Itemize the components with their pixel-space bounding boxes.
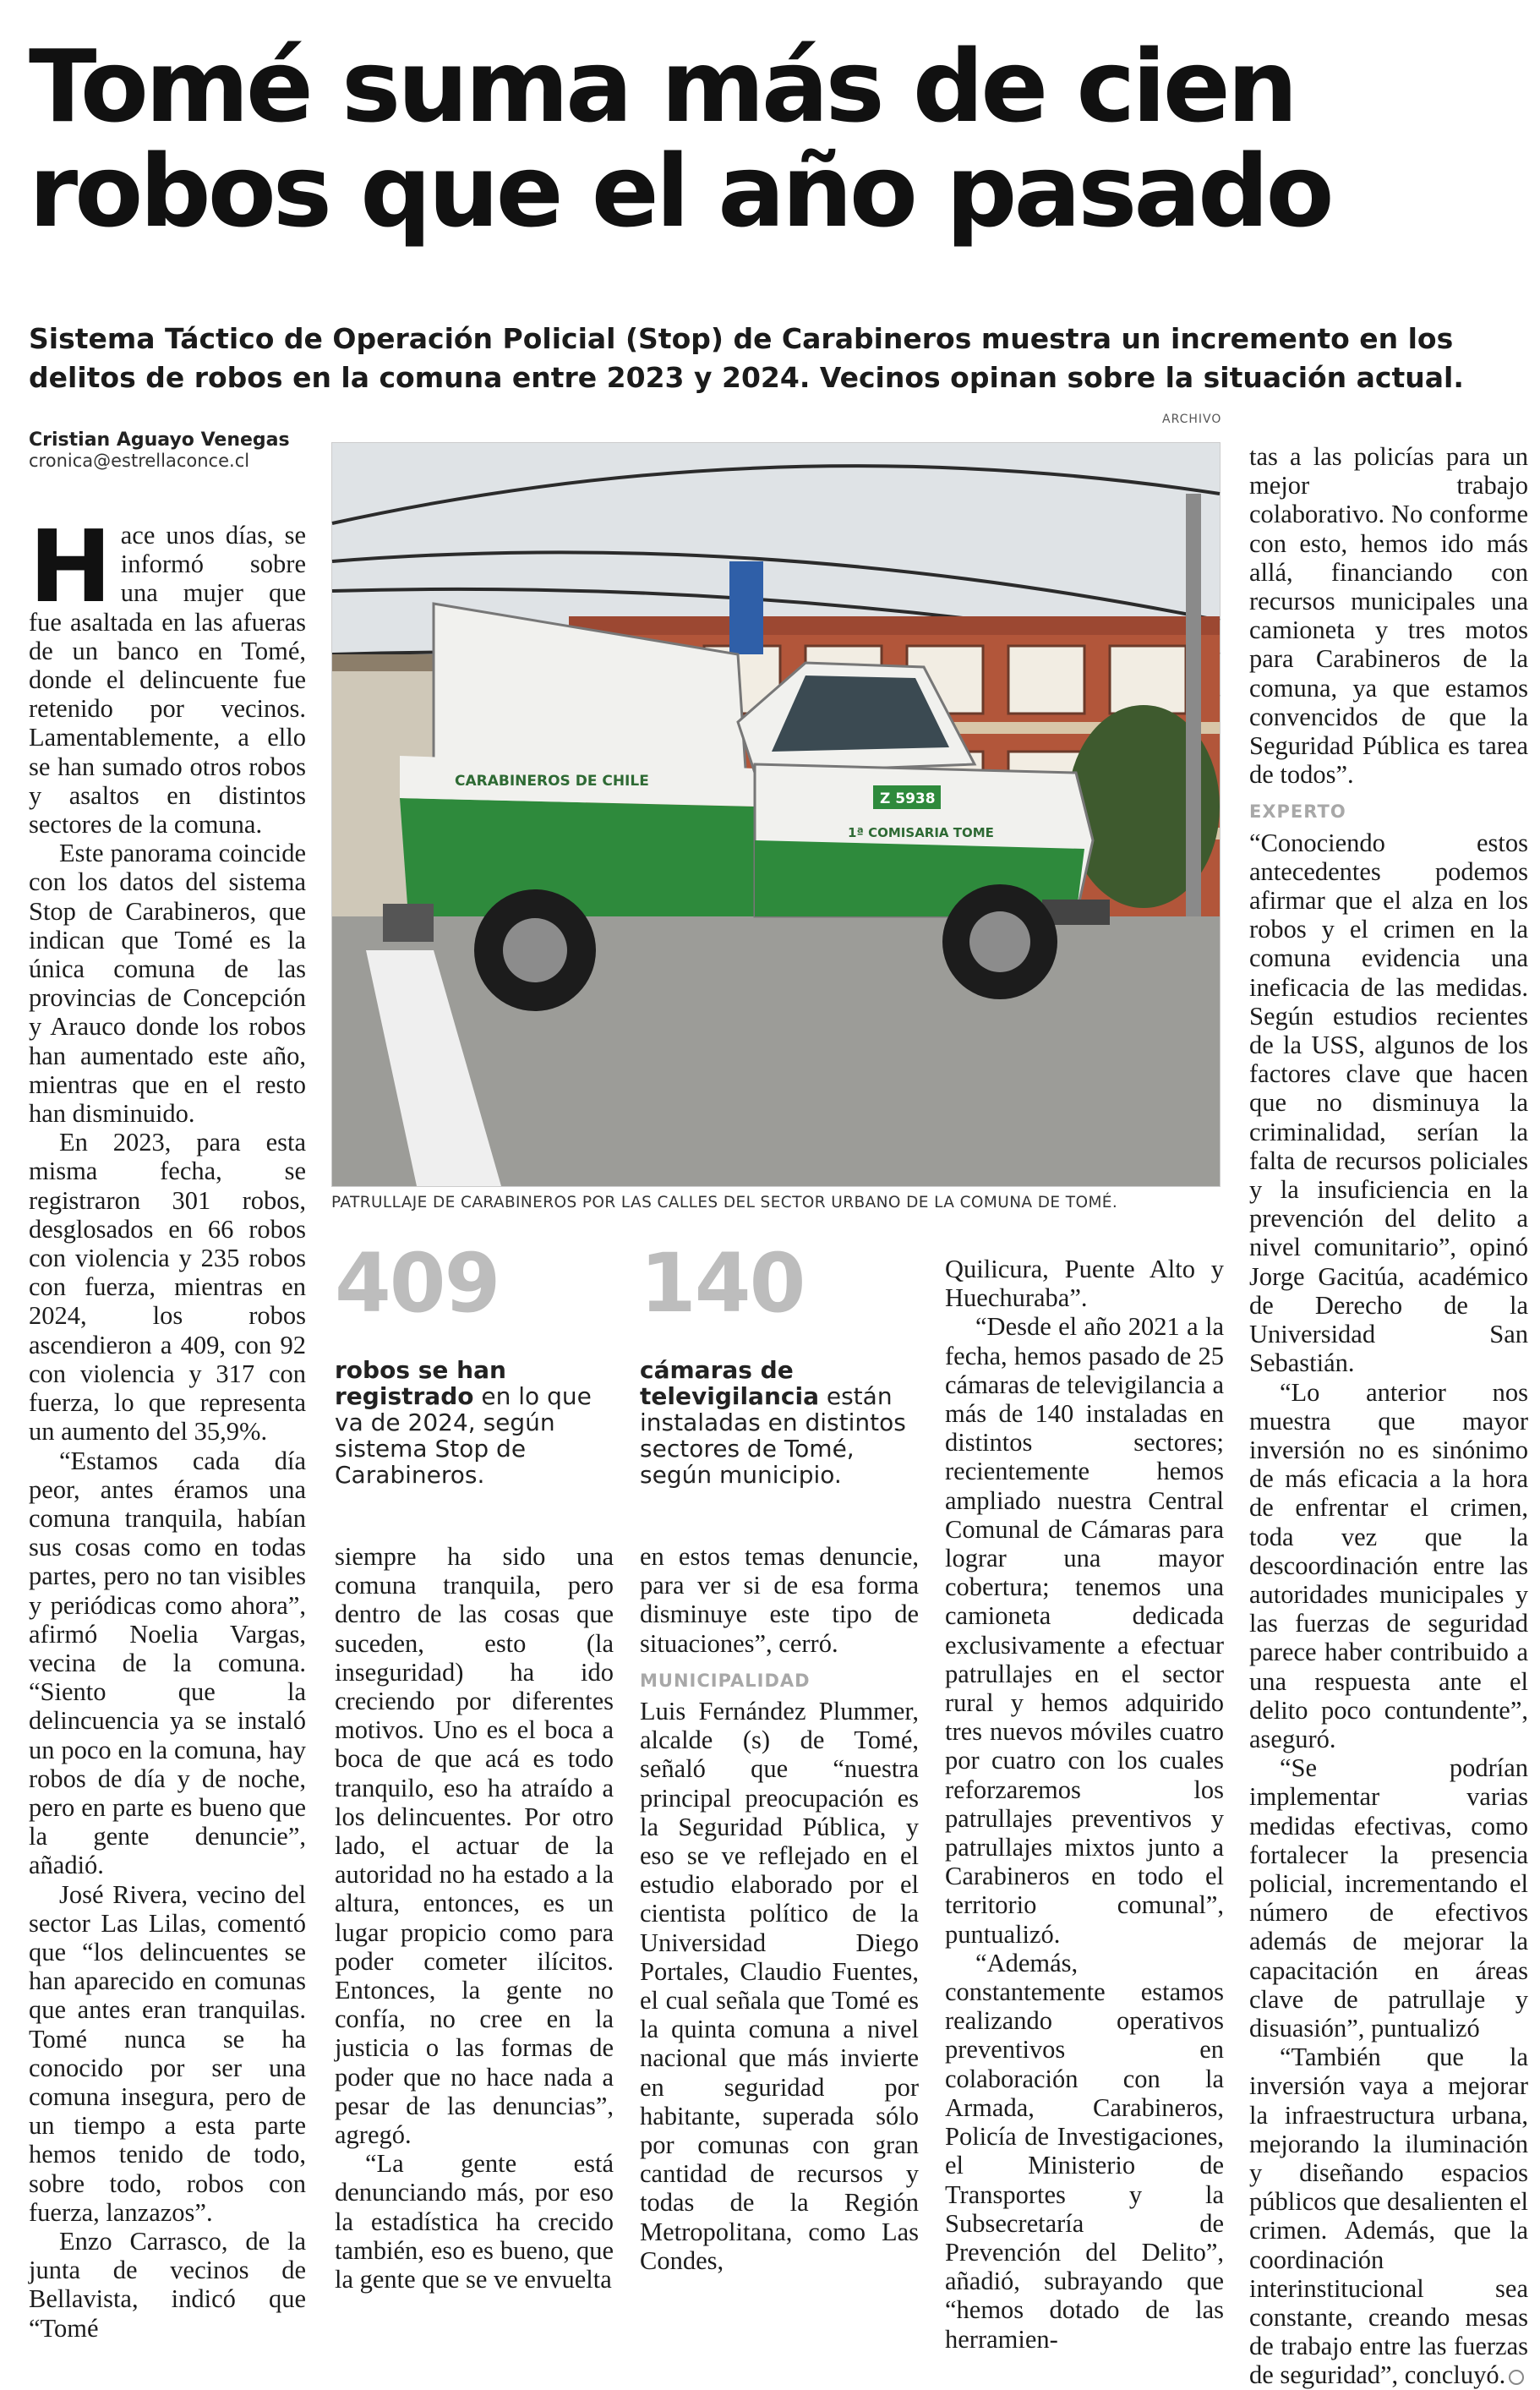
photo-credit: ARCHIVO [1162,413,1222,426]
stat-text-robberies: robos se han registrado en lo que va de 2024, según sistema Stop de Carabineros. [335,1356,592,1489]
utility-pole [1186,494,1201,967]
paragraph: Quilicura, Puente Alto y Huechuraba”. [945,1255,1224,1313]
author-name: Cristian Aguayo Venegas [29,429,290,451]
paragraph: “La gente está denunciando más, por eso la estadística ha crecido también, eso es bueno, que la gente que se ve envuelta [335,2149,614,2294]
column-5 [1249,442,1528,2390]
photo-caption: PATRULLAJE DE CARABINEROS POR LAS CALLES DEL SECTOR URBANO DE LA COMUNA DE TOMÉ. [331,1194,1118,1211]
end-mark-icon [1509,2370,1524,2385]
subheadline-line-2: delitos de robos en la comuna entre 2023 y 2024. Vecinos opinan sobre la situación actual. [29,361,1464,394]
paragraph: José Rivera, vecino del sector Las Lilas, comentó que “los delincuentes se han aparecido en comunas que antes eran tranquilas. Tomé nunca se ha conocido por ser una comuna insegura, pero de un tiempo a esta parte hemos tenido de todo, sobre todo, robos con fuerza, lanzazos”. [29,1879,306,2227]
column-1 [29,508,306,2343]
paragraph: Este panorama coincide con los datos del sistema Stop de Carabineros, que indican que Tomé es la única comuna de las provincias de Concepción y Arauco donde los robos han aumentado este año, mientras que en el resto han disminuido. [29,839,306,1129]
byline [29,429,308,471]
column-2 [335,1542,614,2294]
subheadline [29,320,1516,397]
stat-text-cameras: cámaras de televigilancia están instaladas en distintos sectores de Tomé, según municipio. [640,1356,906,1489]
paragraph: Enzo Carrasco, de la junta de vecinos de Bellavista, indicó que “Tomé [29,2226,306,2343]
paragraph: Luis Fernández Plummer, alcalde (s) de Tomé, señaló que “nuestra principal preocupación es la Seguridad Pública, y eso se ve reflejado en el estudio elaborado por el cientista político de la Universidad Diego Portales, Claudio Fuentes, el cual señala que Tomé es la quinta comuna a nivel nacional que más invierte en seguridad por habitante, superada sólo por comunas con gran cantidad de recursos y todas de la Región Metropolitana, como Las Condes, [640,1697,919,2275]
column-4 [945,1255,1224,2354]
truck-plate-text: Z 5938 [880,790,936,807]
paragraph: “Además, constantemente estamos realizando operativos preventivos en colaboración con la Armada, Carabineros, Policía de Investigaciones, el Ministerio de Transportes y la Subsecretaría de Prevención del Delito”, añadió, subrayando que “hemos dotado de las herramien- [945,1948,1224,2354]
section-heading-municipalidad: MUNICIPALIDAD [640,1670,811,1691]
section-heading-experto: EXPERTO [1249,801,1346,823]
subheadline-line-1: Sistema Táctico de Operación Policial (Stop) de Carabineros muestra un incremento en los [29,322,1454,355]
paragraph: En 2023, para esta misma fecha, se registraron 301 robos, desglosados en 66 robos con violencia y 235 robos con fuerza, mientras en 2024, los robos ascendieron a 409, con 92 con violencia y 317 con fuerza, lo que representa un aumento del 35,9%. [29,1128,306,1447]
stat-number-robberies: 409 [335,1236,500,1331]
author-email: cronica@estrellaconce.cl [29,451,250,471]
paragraph: siempre ha sido una comuna tranquila, pero dentro de las cosas que suceden, esto (la inseguridad) ha ido creciendo por diferentes motivos. Uno es el boca a boca de que acá es todo tranquilo, eso ha atraído a los delincuentes. Por otro lado, el actuar de la autoridad no ha estado a la altura, entonces, es un lugar propicio como para poder cometer ilícitos. Entonces, la gente no confía, no cree en la justicia o las formas de poder que no hace nada a pesar de las denuncias”, agregó. [335,1542,614,2150]
paragraph-1: Hace unos días, se informó sobre una mujer que fue asaltada en las afueras de un banco en Tomé, donde el delincuente fue retenido por vecinos. Lamentablemente, a ello se han sumado otros robos y asaltos en distintos sectores de la comuna. [29,508,306,840]
paragraph: “Conociendo estos antecedentes podemos afirmar que el alza en los robos y el crimen en la comuna evidencia una ineficacia de las medidas. Según estudios recientes de la USS, algunos de los factores clave que hacen que no disminuya la criminalidad, serían la falta de recursos policiales y la insuficiencia en la prevención del delito a nivel comunitario”, opinó Jorge Gacitúa, académico de Derecho de la Universidad San Sebastián. [1249,828,1528,1378]
column-3 [640,1542,919,2275]
truck-door-text: CARABINEROS DE CHILE [455,773,649,790]
paragraph: “Lo anterior nos muestra que mayor inversión no es sinónimo de más eficacia a la hora de enfrentar el crimen, toda vez que la descoordinación entre las autoridades municipales y las fuerzas de seguridad parece haber contribuido a una respuesta ante el delito poco contundente”, aseguró. [1249,1377,1528,1753]
headline-line-2: robos que el año pasado [29,133,1331,249]
paragraph: “Se podrían implementar varias medidas efectivas, como fortalecer la presencia policial, incrementando el número de efectivos además de mejorar la capacitación en áreas clave de patrullaje y disuasión”, puntualizó [1249,1753,1528,2043]
paragraph: “Estamos cada día peor, antes éramos una comuna tranquila, habían sus cosas como en todas partes, pero no tan visibles y periódicas como ahora”, afirmó Noelia Vargas, vecina de la comuna. “Siento que la delincuencia ya se instaló un poco en la comuna, hay robos de día y de noche, pero en parte es bueno que la gente denuncie”, añadió. [29,1446,306,1880]
truck-station-text: 1ª COMISARIA TOME [848,825,994,840]
paragraph: tas a las policías para un mejor trabajo colaborativo. No conforme con esto, hemos ido más allá, financiando con recursos municipales una camioneta y tres motos para Carabineros de la comuna, ya que estamos convencidos de que la Seguridad Pública es tarea de todos”. [1249,442,1528,790]
headline [29,28,1516,249]
stat-number-cameras: 140 [640,1236,805,1331]
paragraph-last: “También que la inversión vaya a mejorar la infraestructura urbana, mejorando la iluminación y diseñando espacios públicos que desalienten el crimen. Además, que la coordinación interinstitucional sea constante, creando mesas de trabajo entre las fuerzas de seguridad”, concluyó. [1249,2043,1528,2390]
article-photo [331,442,1221,1187]
paragraph: “Desde el año 2021 a la fecha, hemos pasado de 25 cámaras de televigilancia a más de 140 instaladas en distintos sectores; recientemente hemos ampliado nuestra Central Comunal de Cámaras para lograr una mayor cobertura; tenemos una camioneta dedicada exclusivamente a efectuar patrullajes en el sector rural y hemos adquirido tres nuevos móviles cuatro por cuatro con los cuales reforzaremos los patrullajes preventivos y patrullajes mixtos junto a Carabineros en todo el territorio comunal”, puntualizó. [945,1312,1224,1949]
paragraph: en estos temas denuncie, para ver si de esa forma disminuye este tipo de situaciones”, cerró. [640,1542,919,1658]
headline-line-1: Tomé suma más de cien [29,28,1295,145]
drop-cap: H [29,508,112,625]
